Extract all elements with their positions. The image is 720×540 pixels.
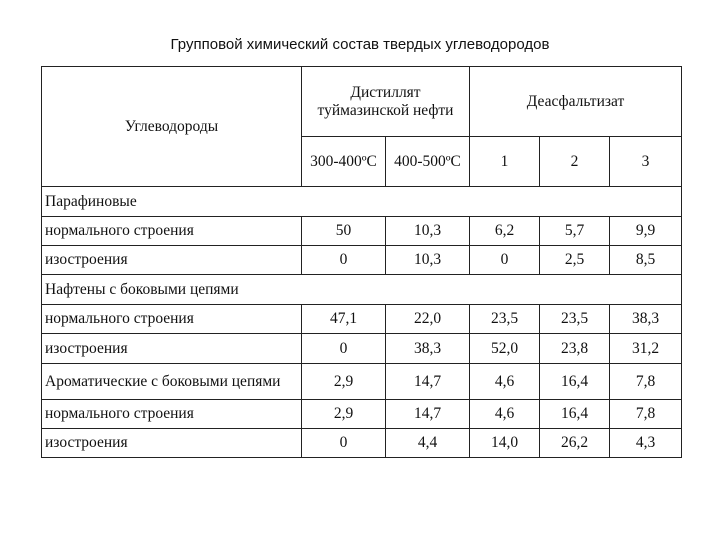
table-row	[42, 429, 682, 458]
value-cell: 7,8	[610, 400, 682, 429]
value-cell: 14,7	[386, 400, 470, 429]
header-hydrocarbons: Углеводороды	[42, 67, 302, 187]
value-cell: 50	[302, 217, 386, 246]
table-row	[42, 217, 682, 246]
value-cell: 16,4	[540, 400, 610, 429]
value-cell: 5,7	[540, 217, 610, 246]
row-label: нормального строения	[42, 305, 302, 334]
value-cell: 22,0	[386, 305, 470, 334]
value-cell: 47,1	[302, 305, 386, 334]
value-cell: 4,3	[610, 429, 682, 458]
value-cell: 10,3	[386, 217, 470, 246]
value-cell: 23,8	[540, 334, 610, 364]
table-row	[42, 364, 682, 400]
row-label: изостроения	[42, 246, 302, 275]
value-cell: 9,9	[610, 217, 682, 246]
row-label: нормального строения	[42, 217, 302, 246]
section-row	[42, 187, 682, 217]
value-cell: 4,4	[386, 429, 470, 458]
header-sub-1: 1	[470, 137, 540, 187]
section-label: Нафтены с боковыми цепями	[42, 275, 682, 305]
value-cell: 2,9	[302, 400, 386, 429]
row-label: изостроения	[42, 429, 302, 458]
header-sub-300-400: 300-400ºC	[302, 137, 386, 187]
value-cell: 0	[470, 246, 540, 275]
value-cell: 2,9	[302, 364, 386, 400]
value-cell: 26,2	[540, 429, 610, 458]
section-label: Парафиновые	[42, 187, 682, 217]
value-cell: 0	[302, 429, 386, 458]
row-label: Ароматические с боковыми цепями	[42, 364, 302, 400]
composition-table	[41, 66, 682, 458]
header-row-1	[42, 67, 682, 137]
table-row	[42, 305, 682, 334]
value-cell: 0	[302, 334, 386, 364]
section-row	[42, 275, 682, 305]
value-cell: 38,3	[610, 305, 682, 334]
value-cell: 7,8	[610, 364, 682, 400]
value-cell: 6,2	[470, 217, 540, 246]
value-cell: 23,5	[470, 305, 540, 334]
value-cell: 38,3	[386, 334, 470, 364]
value-cell: 16,4	[540, 364, 610, 400]
value-cell: 14,7	[386, 364, 470, 400]
header-distillate: Дистиллят туймазинской нефти	[302, 67, 470, 137]
value-cell: 8,5	[610, 246, 682, 275]
table-row	[42, 246, 682, 275]
value-cell: 10,3	[386, 246, 470, 275]
table-row	[42, 400, 682, 429]
value-cell: 0	[302, 246, 386, 275]
value-cell: 23,5	[540, 305, 610, 334]
header-deasphaltizate: Деасфальтизат	[470, 67, 682, 137]
row-label: нормального строения	[42, 400, 302, 429]
value-cell: 14,0	[470, 429, 540, 458]
value-cell: 31,2	[610, 334, 682, 364]
value-cell: 52,0	[470, 334, 540, 364]
value-cell: 2,5	[540, 246, 610, 275]
table-title: Групповой химический состав твердых углеводородов	[170, 36, 550, 53]
value-cell: 4,6	[470, 364, 540, 400]
table-row	[42, 334, 682, 364]
value-cell: 4,6	[470, 400, 540, 429]
header-sub-3: 3	[610, 137, 682, 187]
header-sub-2: 2	[540, 137, 610, 187]
header-sub-400-500: 400-500ºC	[386, 137, 470, 187]
row-label: изостроения	[42, 334, 302, 364]
